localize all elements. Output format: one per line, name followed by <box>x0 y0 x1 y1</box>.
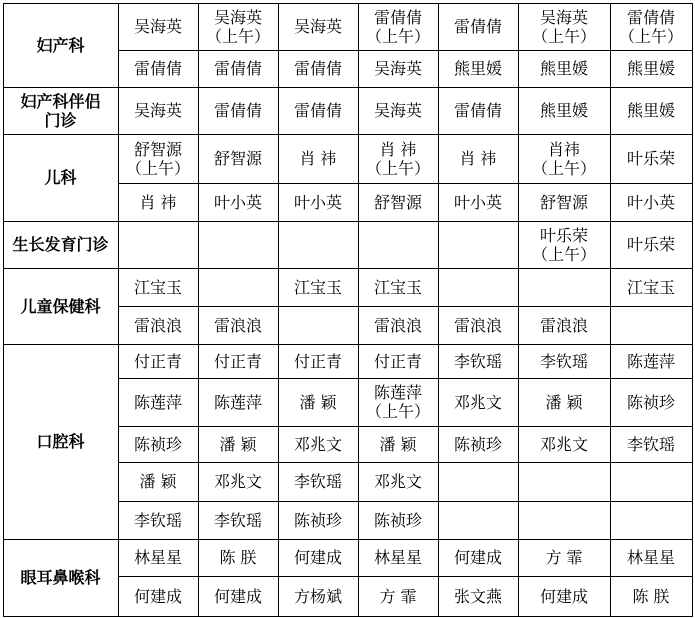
schedule-cell: 潘 颖 <box>139 472 177 491</box>
schedule-cell: 叶乐荣 <box>626 235 675 254</box>
schedule-cell: 叶小英 <box>213 192 262 212</box>
schedule-cell: 雷倩倩 <box>213 59 262 78</box>
schedule-cell <box>198 221 278 268</box>
schedule-cell: 肖祎 （上午） <box>531 139 596 178</box>
schedule-cell: 熊里媛 <box>626 101 675 120</box>
schedule-cell: 叶乐荣 （上午） <box>531 225 596 264</box>
schedule-cell: 肖 祎 <box>459 149 497 168</box>
schedule-cell: 吴海英 （上午） <box>205 7 270 46</box>
schedule-cell: 熊里媛 <box>453 59 502 78</box>
schedule-cell: 雷倩倩 <box>213 101 262 120</box>
schedule-cell: 江宝玉 <box>626 277 675 297</box>
column-divider <box>3 3 4 617</box>
schedule-cell: 林星星 <box>626 548 675 567</box>
schedule-cell: 何建成 <box>453 548 502 567</box>
schedule-cell: 李钦瑶 <box>453 351 502 371</box>
schedule-cell: 雷倩倩 （上午） <box>365 7 430 46</box>
department-label: 生长发育门诊 <box>12 235 109 254</box>
schedule-cell: 雷倩倩 <box>453 17 502 36</box>
column-divider <box>358 3 359 617</box>
schedule-cell: 张文燕 <box>453 586 502 606</box>
schedule-cell: 付正青 <box>213 351 262 371</box>
schedule-cell: 叶小英 <box>626 192 675 212</box>
schedule-cell: 雷倩倩 <box>453 101 502 120</box>
schedule-cell: 邓兆文 <box>539 434 588 454</box>
schedule-cell: 吴海英 <box>133 101 182 120</box>
schedule-cell: 熊里媛 <box>626 59 675 78</box>
schedule-cell <box>518 462 610 501</box>
schedule-cell: 叶小英 <box>453 192 502 212</box>
schedule-cell: 舒智源 <box>539 192 588 212</box>
department-label: 儿童保健科 <box>20 296 101 316</box>
schedule-cell: 何建成 <box>213 586 262 606</box>
column-divider <box>118 3 119 617</box>
schedule-cell: 雷倩倩 （上午） <box>618 7 683 46</box>
schedule-cell: 雷倩倩 <box>293 59 342 78</box>
column-divider <box>518 3 519 617</box>
schedule-cell: 李钦瑶 <box>293 472 342 491</box>
schedule-cell <box>438 221 518 268</box>
schedule-cell: 肖 祎 <box>139 192 177 212</box>
schedule-cell: 邓兆文 <box>373 472 422 491</box>
schedule-cell: 吴海英 <box>373 101 422 120</box>
schedule-cell: 陈祯珍 <box>626 392 675 412</box>
schedule-cell <box>438 501 518 539</box>
schedule-cell: 陈莲萍 <box>133 392 182 412</box>
schedule-cell: 李钦瑶 <box>133 510 182 530</box>
schedule-cell <box>518 268 610 306</box>
schedule-cell: 林星星 <box>373 548 422 567</box>
department-label: 妇产科伴侣 门诊 <box>20 91 101 130</box>
schedule-cell: 雷倩倩 <box>133 59 182 78</box>
schedule-cell: 陈莲萍 （上午） <box>365 383 430 421</box>
schedule-cell: 陈莲萍 <box>626 351 675 371</box>
schedule-cell: 雷浪浪 <box>373 315 422 335</box>
schedule-cell: 潘 颖 <box>379 434 417 454</box>
schedule-cell: 叶小英 <box>293 192 342 212</box>
schedule-cell: 李钦瑶 <box>539 351 588 371</box>
schedule-cell: 陈 朕 <box>632 586 670 606</box>
schedule-cell <box>610 306 692 344</box>
schedule-cell: 舒智源 <box>373 192 422 212</box>
schedule-cell: 肖 祎 （上午） <box>365 139 430 178</box>
schedule-cell: 邓兆文 <box>293 434 342 454</box>
schedule-cell <box>278 306 358 344</box>
column-divider <box>198 3 199 617</box>
schedule-cell: 雷浪浪 <box>539 315 588 335</box>
schedule-cell: 李钦瑶 <box>626 434 675 454</box>
schedule-cell <box>438 462 518 501</box>
department-label: 妇产科 <box>36 35 85 55</box>
schedule-cell <box>118 221 198 268</box>
schedule-cell: 何建成 <box>539 586 588 606</box>
schedule-cell: 江宝玉 <box>373 277 422 297</box>
schedule-cell: 吴海英 <box>293 17 342 36</box>
schedule-cell: 陈祯珍 <box>453 434 502 454</box>
schedule-cell: 舒智源 <box>213 149 262 168</box>
schedule-cell: 何建成 <box>133 586 182 606</box>
schedule-cell <box>198 268 278 306</box>
schedule-cell: 邓兆文 <box>213 472 262 491</box>
schedule-cell: 吴海英 <box>373 59 422 78</box>
schedule-cell: 方杨斌 <box>293 586 342 606</box>
schedule-cell: 雷浪浪 <box>213 315 262 335</box>
schedule-cell: 潘 颖 <box>299 392 337 412</box>
schedule-cell: 陈 朕 <box>219 548 257 567</box>
column-divider <box>610 3 611 617</box>
schedule-cell: 何建成 <box>293 548 342 567</box>
schedule-cell: 付正青 <box>133 351 182 371</box>
schedule-cell: 陈祯珍 <box>293 510 342 530</box>
schedule-cell: 陈祯珍 <box>373 510 422 530</box>
schedule-cell: 肖 祎 <box>299 149 337 168</box>
row-divider <box>3 616 693 617</box>
schedule-cell: 潘 颖 <box>219 434 257 454</box>
schedule-cell: 陈莲萍 <box>213 392 262 412</box>
schedule-cell <box>278 221 358 268</box>
schedule-cell <box>518 501 610 539</box>
schedule-cell <box>610 501 692 539</box>
schedule-cell <box>438 268 518 306</box>
schedule-cell: 吴海英 （上午） <box>531 7 596 46</box>
schedule-cell: 邓兆文 <box>453 392 502 412</box>
schedule-cell: 雷浪浪 <box>133 315 182 335</box>
schedule-cell: 舒智源 （上午） <box>125 139 190 178</box>
schedule-cell: 熊里媛 <box>539 59 588 78</box>
department-label: 眼耳鼻喉科 <box>20 568 101 587</box>
schedule-cell: 江宝玉 <box>133 277 182 297</box>
schedule-cell: 江宝玉 <box>293 277 342 297</box>
schedule-cell: 叶乐荣 <box>626 149 675 168</box>
schedule-cell: 方 霏 <box>379 586 417 606</box>
schedule-cell: 潘 颖 <box>545 392 583 412</box>
schedule-cell: 李钦瑶 <box>213 510 262 530</box>
schedule-cell: 方 霏 <box>545 548 583 567</box>
column-divider <box>692 3 693 617</box>
schedule-cell: 陈祯珍 <box>133 434 182 454</box>
schedule-cell: 付正青 <box>373 351 422 371</box>
schedule-cell: 吴海英 <box>133 17 182 36</box>
schedule-cell <box>358 221 438 268</box>
department-label: 口腔科 <box>36 432 85 451</box>
column-divider <box>438 3 439 617</box>
schedule-cell <box>610 462 692 501</box>
schedule-cell: 付正青 <box>293 351 342 371</box>
schedule-cell: 熊里媛 <box>539 101 588 120</box>
schedule-cell: 林星星 <box>133 548 182 567</box>
department-label: 儿科 <box>44 168 77 187</box>
schedule-cell: 雷浪浪 <box>453 315 502 335</box>
schedule-cell: 雷倩倩 <box>293 101 342 120</box>
column-divider <box>278 3 279 617</box>
